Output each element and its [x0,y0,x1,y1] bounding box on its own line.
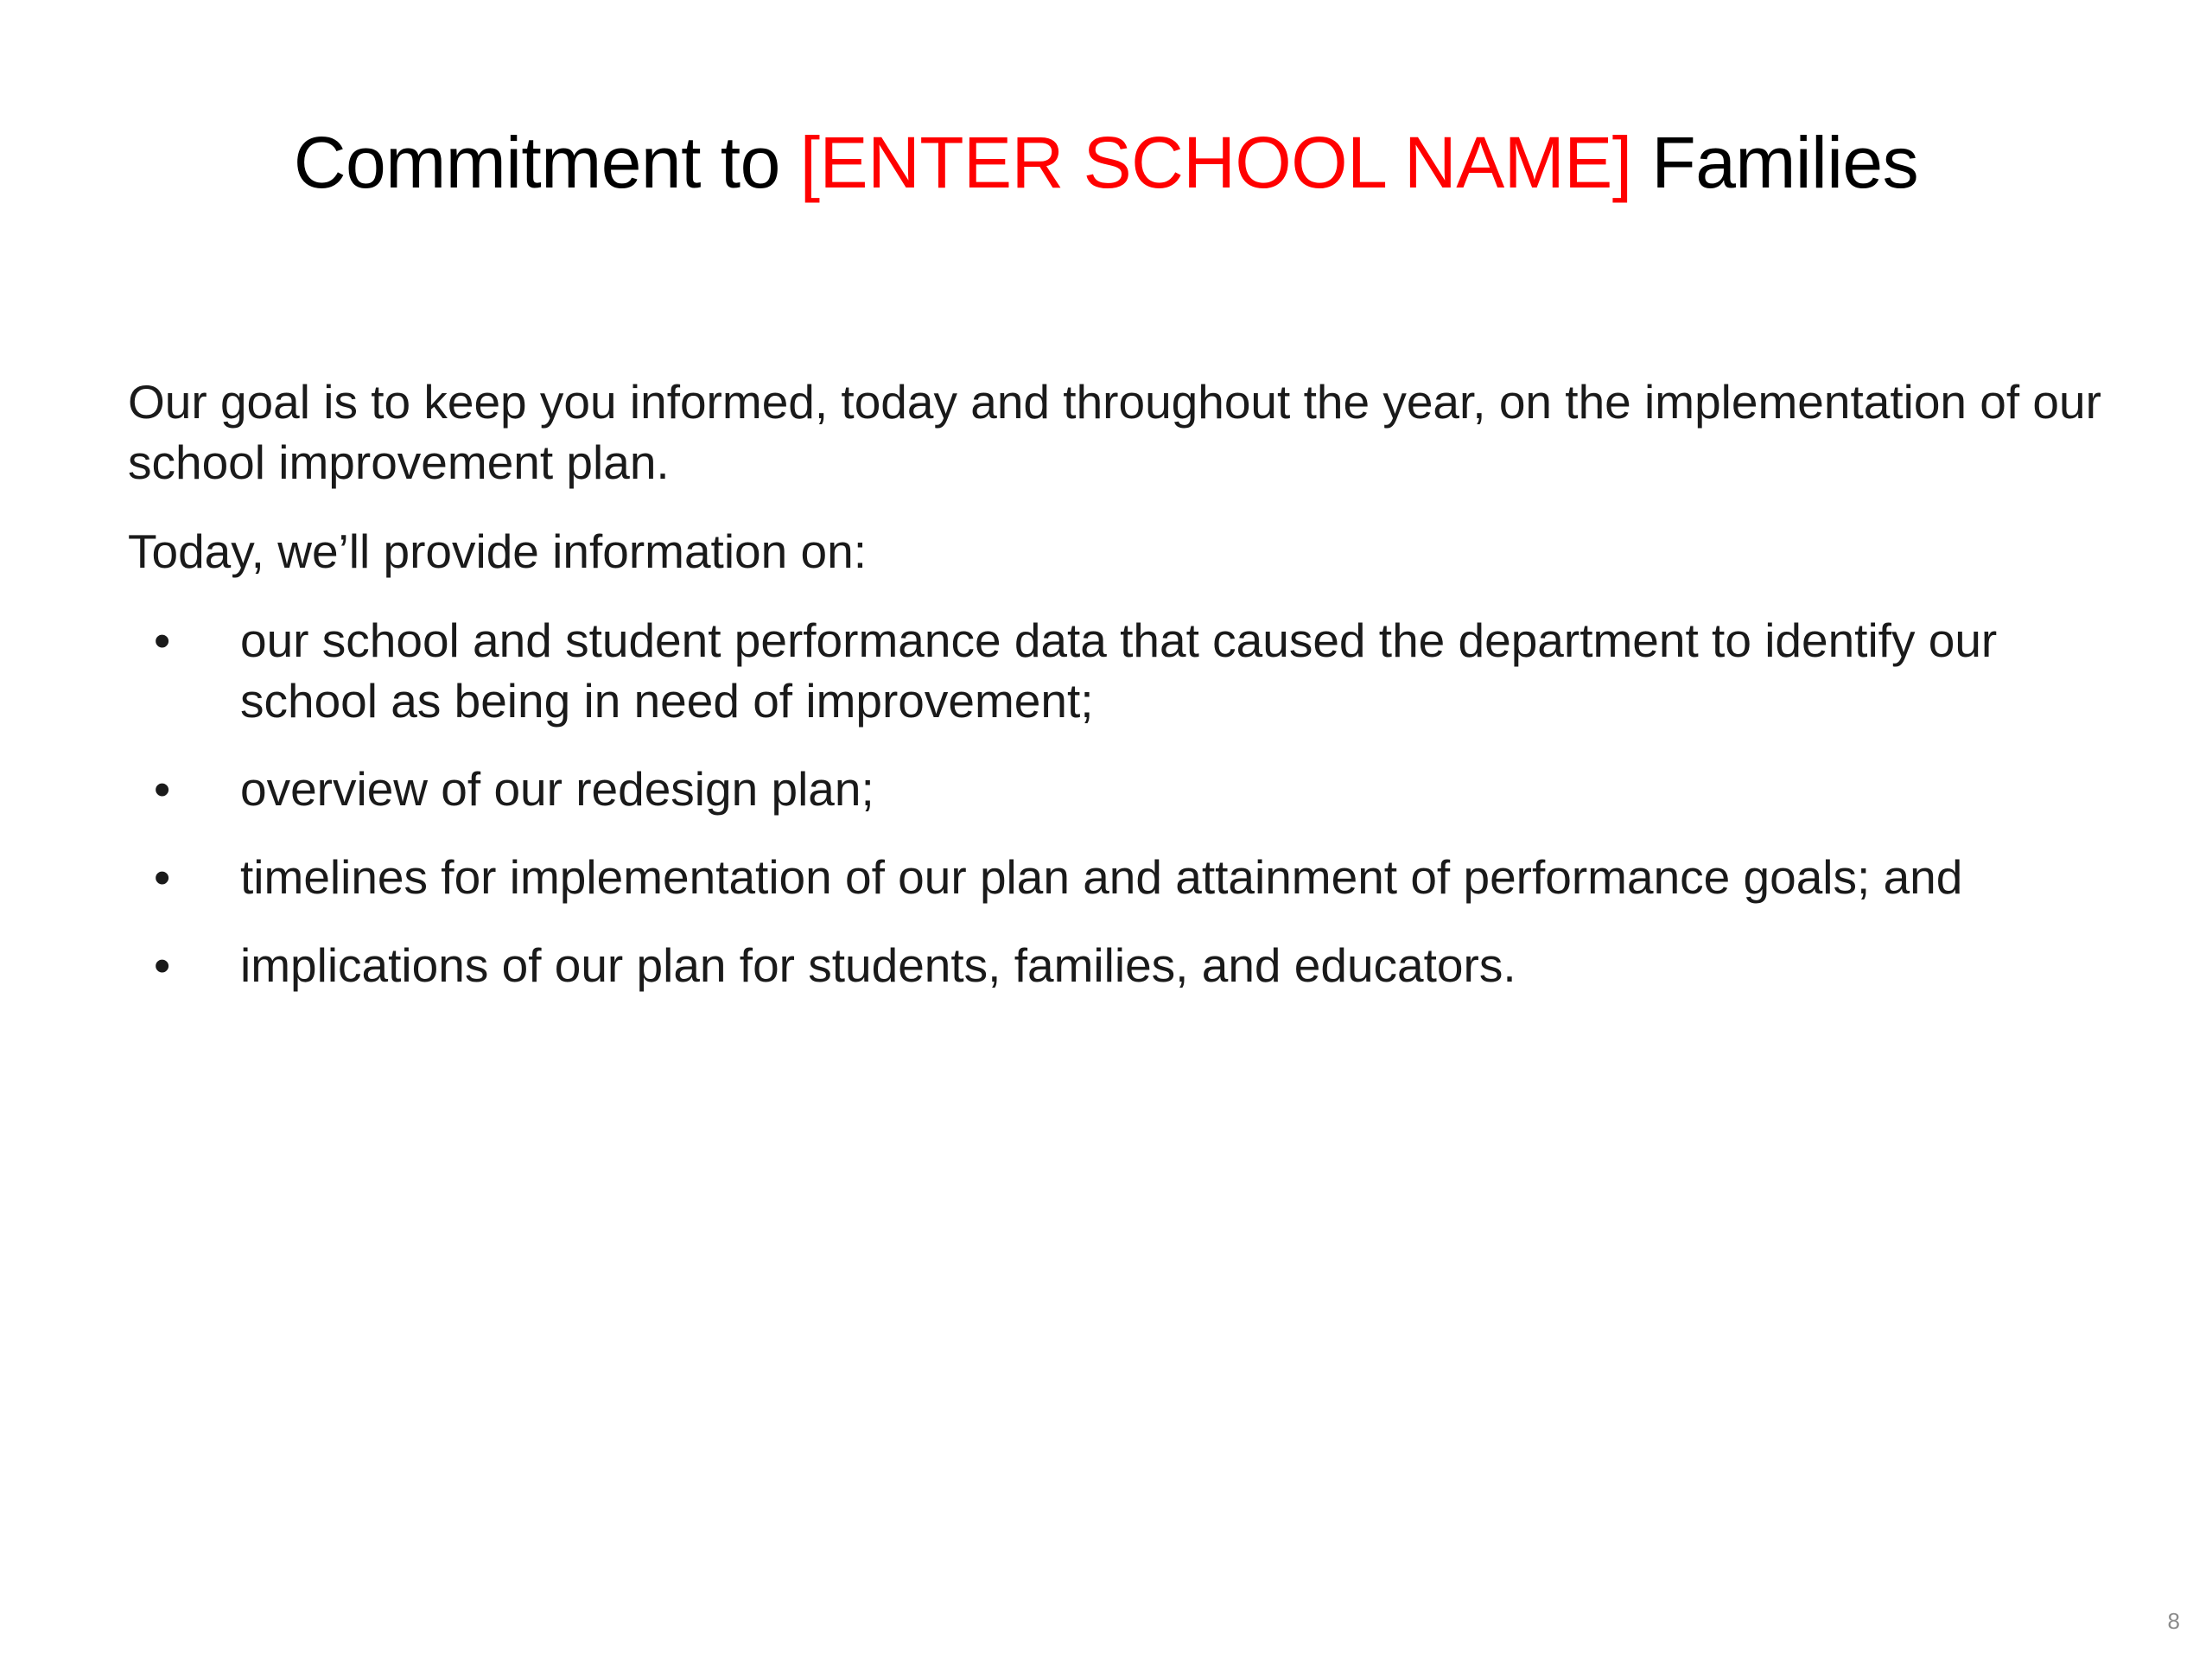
title-prefix: Commitment to [293,122,800,203]
title-suffix: Families [1631,122,1919,203]
bullet-icon: • [154,762,171,816]
bullet-text: our school and student performance data that caused the department to identify our school as being in need of improvement; [240,613,1998,728]
slide-body [128,372,2107,1023]
bullet-text: implications of our plan for students, families, and educators. [240,938,1516,992]
bullet-item-implications [128,935,2107,995]
bullet-list [128,610,2107,995]
intro-paragraph: Our goal is to keep you informed, today and throughout the year, on the implementation of our school improvement plan. [128,375,2101,489]
bullet-text: overview of our redesign plan; [240,762,874,816]
bullet-icon: • [154,850,171,904]
lead-in-paragraph: Today, we’ll provide information on: [128,524,867,578]
slide-title [0,119,2212,206]
bullet-icon: • [154,613,171,667]
bullet-item-redesign-plan [128,759,2107,819]
school-name-placeholder: [ENTER SCHOOL NAME] [799,122,1632,203]
bullet-text: timelines for implementation of our plan and attainment of performance goals; and [240,850,1963,904]
page-number: 8 [2167,1608,2180,1634]
bullet-item-timelines [128,847,2107,907]
bullet-item-performance-data [128,610,2107,731]
bullet-icon: • [154,938,171,992]
